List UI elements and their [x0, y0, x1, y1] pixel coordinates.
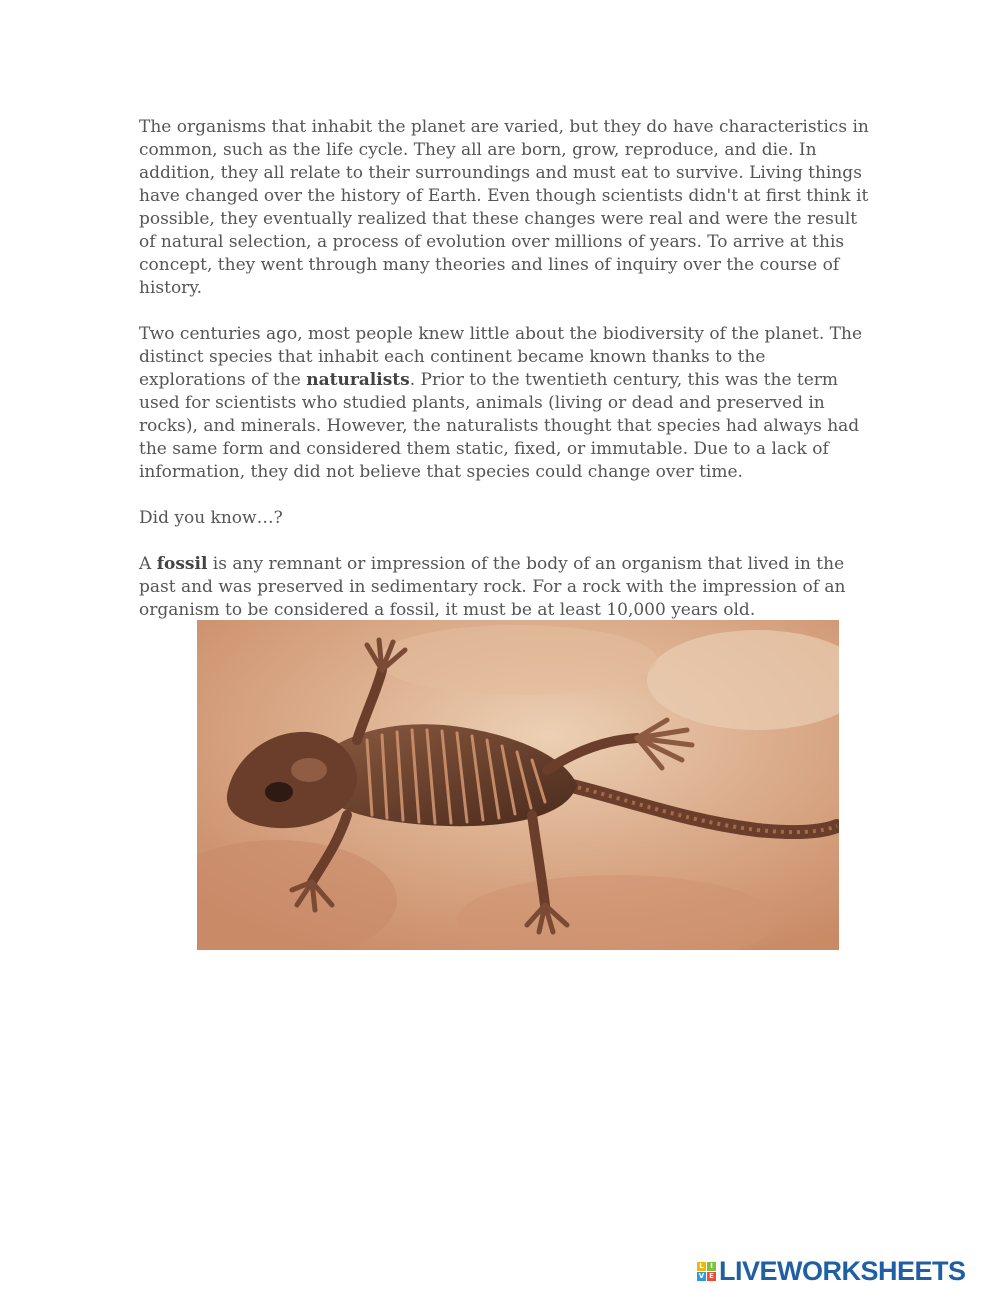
- paragraph-naturalists: [139, 323, 869, 484]
- fossil-lizard-image: [197, 620, 839, 950]
- paragraph-fossil: [139, 553, 869, 622]
- logo-badge-letter: L: [697, 1262, 706, 1271]
- did-you-know-heading: Did you know…?: [139, 508, 283, 528]
- liveworksheets-logo: [697, 1256, 966, 1286]
- paragraph-intro: The organisms that inhabit the planet are varied, but they do have characteristics in common, such as the life cycle. They all are born, grow, reproduce, and die. In addition, they all relate to their surroundings and must eat to survive. Living things have changed over the history of Earth. Even though scientists didn't at first think it possible, they eventually realized that these changes were real and were the result of natural selection, a process of evolution over millions of years. To arrive at this concept, they went through many theories and lines of inquiry over the course of history.: [139, 117, 869, 298]
- document-body: [139, 116, 869, 645]
- text-span: Two centuries ago, most people knew little about the biodiversity of the planet. The distinct species that inhabit each continent became known thanks to the explorations of the: [139, 324, 862, 390]
- logo-wordmark: LIVEWORKSHEETS: [719, 1255, 966, 1286]
- logo-badge-letter: E: [707, 1272, 716, 1281]
- text-span: is any remnant or impression of the body of an organism that lived in the past and was preserved in sedimentary rock. For a rock with the impression of an organism to be considered a fossil, it must be at least 10,000 years old.: [139, 554, 846, 620]
- fossil-skull-ridge: [291, 758, 327, 782]
- text-span: A: [139, 554, 157, 574]
- logo-badge-letter: V: [698, 1271, 705, 1280]
- rock-patch: [377, 625, 657, 695]
- fossil-image: [197, 620, 839, 950]
- term-naturalists: naturalists: [306, 370, 410, 390]
- logo-badge: [697, 1262, 716, 1281]
- term-fossil: fossil: [156, 554, 208, 574]
- fossil-eye-socket: [265, 782, 293, 802]
- logo-badge-letter: I: [707, 1262, 716, 1271]
- text-span: . Prior to the twentieth century, this was the term used for scientists who studied plants, animals (living or dead and preserved in rocks), and minerals. However, the naturalists thought that species had always had the same form and considered them static, fixed, or immutable. Due to a lack of information, they did not believe that species could change over time.: [139, 370, 860, 482]
